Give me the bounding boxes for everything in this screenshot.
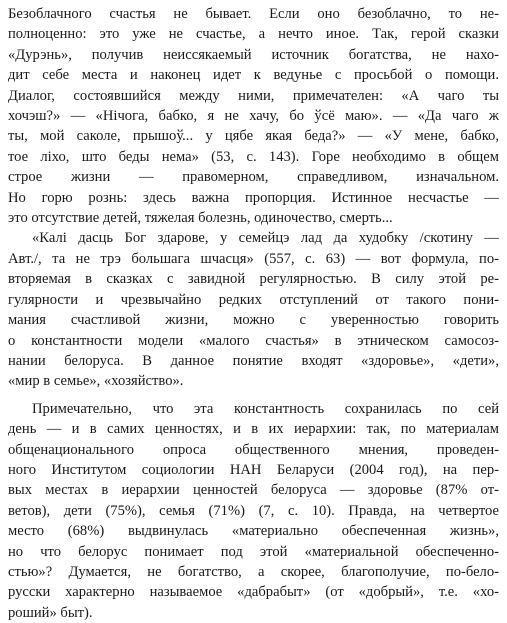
text-line: Диалог, состоявшийся между ними, примечателен: «А чаго ты <box>8 87 499 104</box>
text-line: о константности модели «малого счастья» в этническом самосоз- <box>8 332 499 349</box>
paragraph-gap <box>8 392 499 399</box>
text-line: стью»? Думается, не богатство, а скорее, благополучие, по-бело- <box>8 563 499 580</box>
text-line: хочэш?» — «Нічога, бабко, я не хачу, бо ўсё маю». — «Да чаго ж <box>8 108 499 125</box>
paragraph-1 <box>8 4 499 228</box>
text-line: полноценно: это уже не счастье, а нечто иное. Так, герой сказки <box>8 26 499 43</box>
text-line: ветов), дети (75%), семья (71%) (7, с. 10). Правда, на четвертое <box>8 502 499 519</box>
text-line: вых местах в иерархии ценностей белоруса — здоровье (87% от- <box>8 482 499 499</box>
text-line: общенационального опроса общественного мнения, проведен- <box>8 441 499 458</box>
text-line: Примечательно, что эта константность сохранилась по сей <box>32 400 499 417</box>
text-line: дит себе места и наконец идет к ведунье с просьбой о помощи. <box>8 67 499 84</box>
text-line: ты, мой саколе, прышоў... у цябе якая беда?» — «У мене, бабко, <box>8 128 499 145</box>
text-line: ного Институтом социологии НАН Беларуси (2004 год), на пер- <box>8 461 499 478</box>
text-line: место (68%) выдвинулась «материально обеспеченная жизнь», <box>8 523 499 540</box>
text-line: вторяемая в сказках с завидной регулярностью. В силу этой ре- <box>8 271 499 288</box>
text-line: мания счастливой жизни, можно с уверенностью говорить <box>8 312 499 329</box>
text-line: Авт./, та не трэ большага шчасця» (557, с. 63) — вот формула, по- <box>8 250 499 267</box>
text-line: Безоблачного счастья не бывает. Если оно безоблачно, то не- <box>8 6 499 22</box>
paragraph-3 <box>8 399 499 623</box>
text-line: русски характерно называемое «дабрабыт» (от «добрый», т.е. «хо- <box>8 584 499 601</box>
text-line: «мир в семье», «хозяйство». <box>8 373 184 390</box>
text-line: но что белорус понимает под этой «материальной обеспеченно- <box>8 543 499 560</box>
text-line: строе жизни — правомерном, справедливом, изначальном. <box>8 169 499 186</box>
text-line: тое ліхо, што беды нема» (53, с. 143). Горе необходимо в общем <box>8 148 499 165</box>
text-line: гулярности и чрезвычайно редких отступлений от такого пони- <box>8 291 499 308</box>
text-line: Но горю рознь: здесь важна пропорция. Истинное несчастье — <box>8 189 499 206</box>
text-line: это отсутствие детей, тяжелая болезнь, одиночество, смерть... <box>8 210 393 227</box>
paragraph-2 <box>8 228 499 391</box>
text-line: «Дурэнь», получив неиссякаемый источник богатства, не нахо- <box>8 46 499 63</box>
text-line: нании белоруса. В данное понятие входят «здоровье», «дети», <box>8 352 499 369</box>
text-line: роший» быт). <box>8 604 93 621</box>
text-line: «Калі дасць Бог здарове, у семейцэ лад да худобку /скотину — <box>32 230 499 247</box>
text-line: день — и в самих ценностях, и в их иерархии: так, по материалам <box>8 421 499 438</box>
